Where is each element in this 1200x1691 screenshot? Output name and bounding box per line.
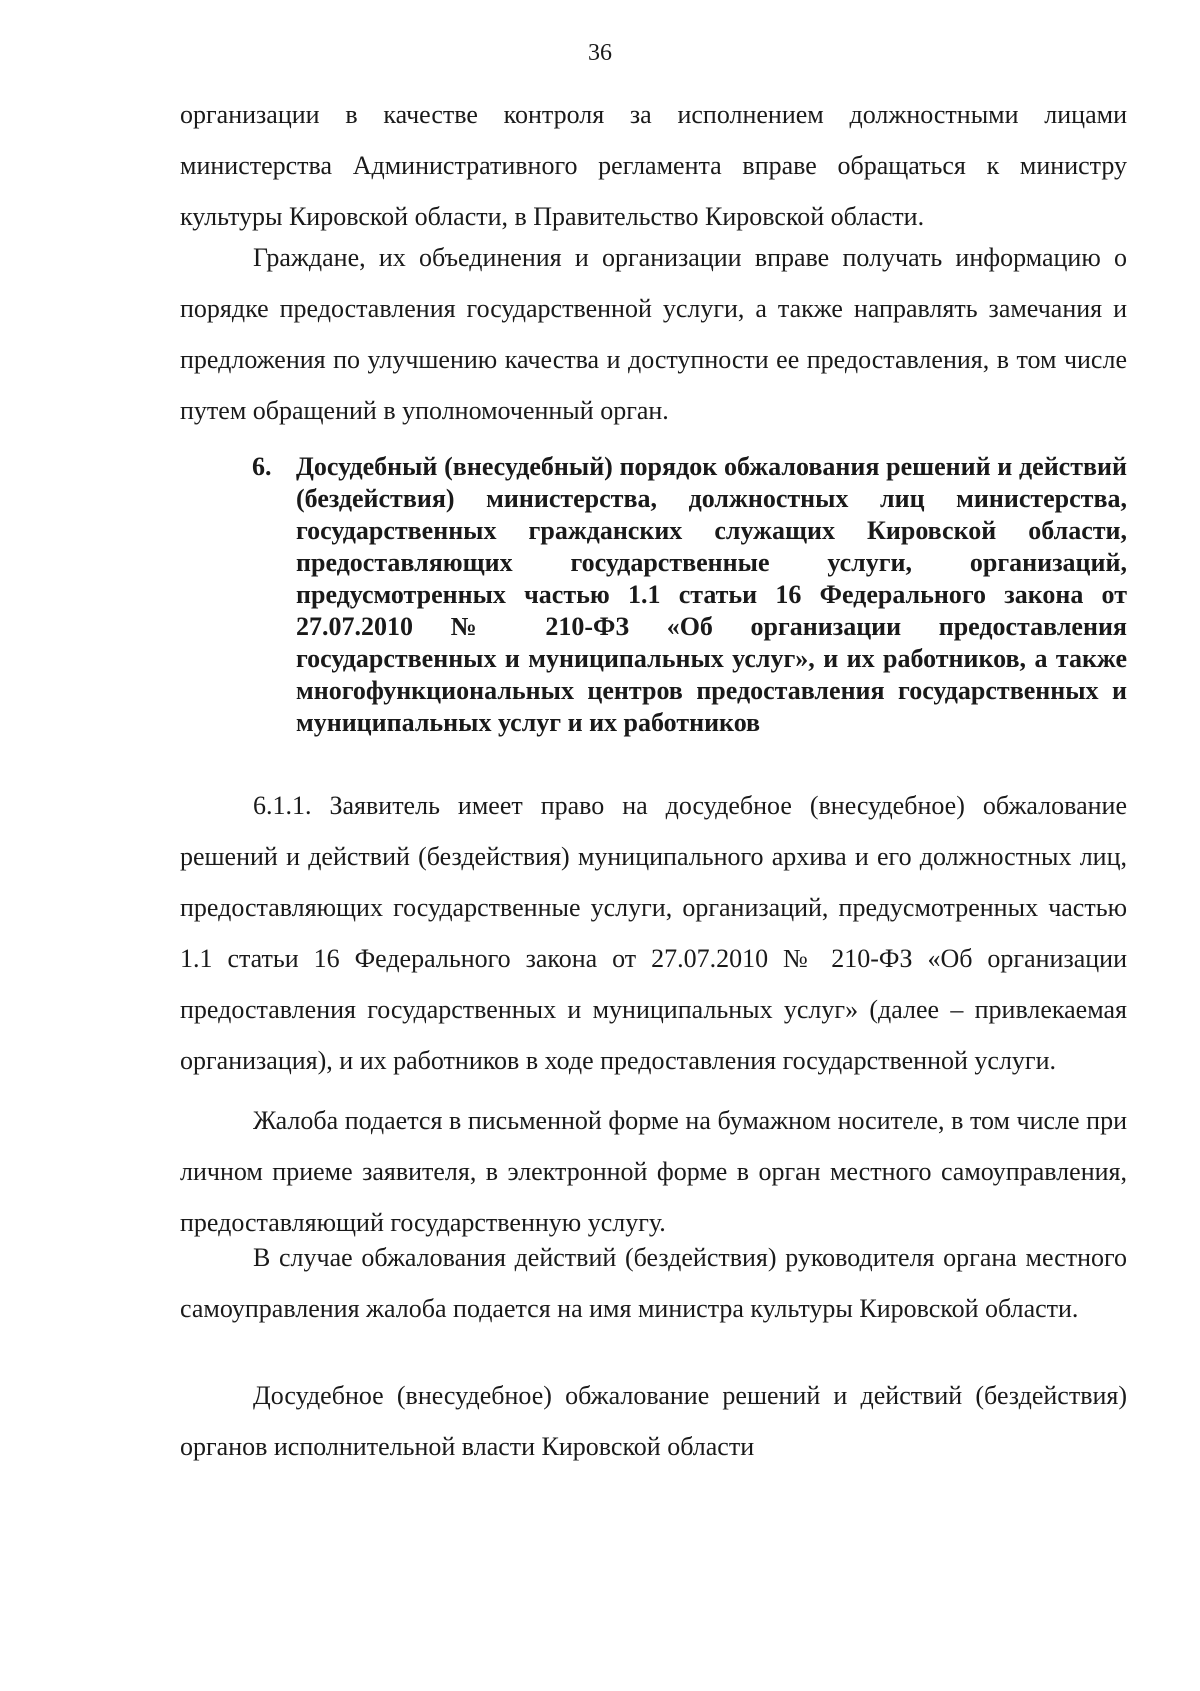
paragraph-continuation: организации в качестве контроля за исполнением должностными лицами министерства Административного регламента вправе обращаться к министру культуры Кировской области, в Правительство Кировской области. [180,100,1127,231]
paragraph-6-1-1: 6.1.1. Заявитель имеет право на досудебное (внесудебное) обжалование решений и действий (бездействия) муниципального архива и его должностных лиц, предоставляющих государственные услуги, организаций, предусмотренных частью 1.1 статьи 16 Федерального закона от 27.07.2010 № 210-ФЗ «Об организации предоставления государственных и муниципальных услуг» (далее – привлекаемая организация), и их работников в ходе предоставления государственной услуги. [180,791,1127,1075]
section-title: Досудебный (внесудебный) порядок обжалования решений и действий (бездействия) министерства, должностных лиц министерства, государственных гражданских служащих Кировской области, предоставляющих государственные услуги, организаций, предусмотренных частью 1.1 статьи 16 Федерального закона от 27.07.2010 № 210-ФЗ «Об организации предоставления государственных и муниципальных услуг», и их работников, а также многофункциональных центров предоставления государственных и муниципальных услуг и их работников [296,452,1127,737]
paragraph-citizens: Граждане, их объединения и организации вправе получать информацию о порядке предоставления государственной услуги, а также направлять замечания и предложения по улучшению качества и доступности ее предоставления, в том числе путем обращений в уполномоченный орган. [180,243,1127,425]
paragraph-complaint-form: Жалоба подается в письменной форме на бумажном носителе, в том числе при личном приеме заявителя, в электронной форме в орган местного самоуправления, предоставляющий государственную услугу. [180,1106,1127,1237]
paragraph-head-appeal: В случае обжалования действий (бездействия) руководителя органа местного самоуправления жалоба подается на имя министра культуры Кировской области. [180,1243,1127,1323]
section-number: 6. [252,452,272,481]
paragraph-pretrial-appeal: Досудебное (внесудебное) обжалование решений и действий (бездействия) органов исполнительной власти Кировской области [180,1381,1127,1461]
page-number: 36 [588,40,612,66]
section-heading [252,451,1127,739]
